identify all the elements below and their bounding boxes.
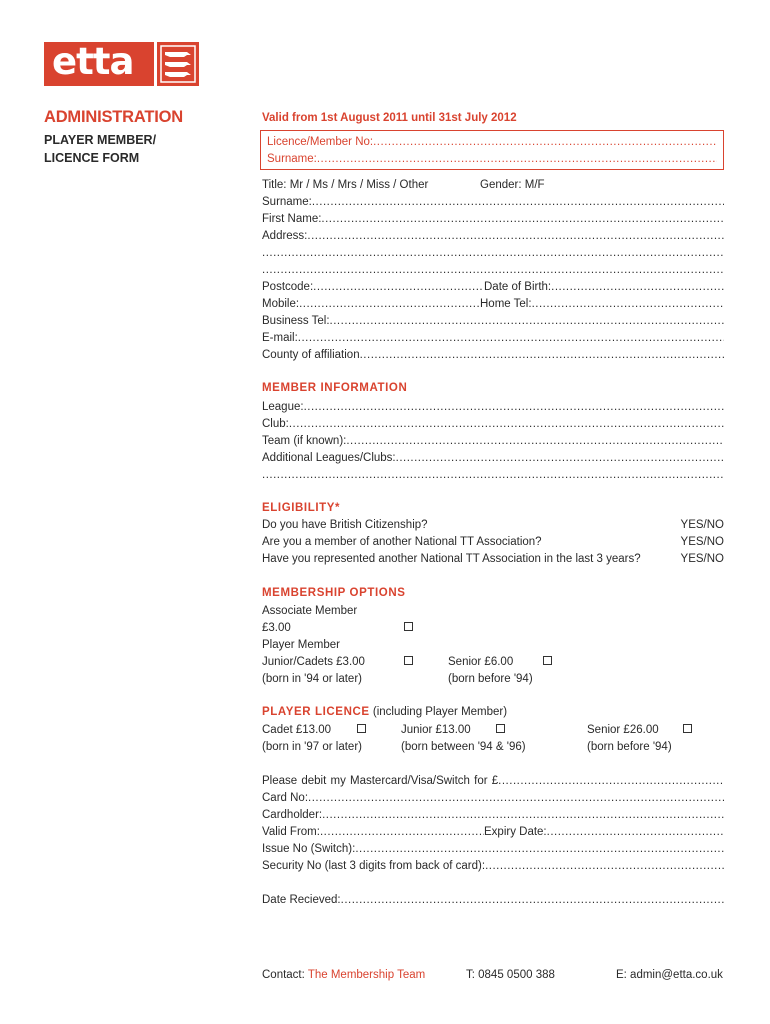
office-surname-field[interactable]: Surname: ..... [267, 151, 717, 168]
junior-licence-label: Junior £13.00 [401, 724, 471, 736]
membership-team-link[interactable]: The Membership Team [307, 969, 426, 981]
senior-licence-checkbox[interactable] [683, 724, 692, 733]
cadet-licence-note: (born in '97 or later) [262, 741, 362, 753]
licence-no-field[interactable]: Licence/Member No: ..... [267, 134, 717, 151]
junior-cadets-label: Junior/Cadets £3.00 [262, 656, 365, 668]
additional-clubs-field[interactable]: Additional Leagues/Clubs: ..... [262, 450, 724, 466]
mobile-home-row [262, 296, 724, 312]
issue-no-field[interactable]: Issue No (Switch): ..... [262, 841, 724, 857]
mobile-field[interactable]: Mobile: ..... [262, 296, 480, 312]
junior-cadets-checkbox[interactable] [404, 656, 413, 665]
other-association-answer[interactable]: YES/NO [680, 536, 724, 548]
citizenship-question: Do you have British Citizenship? YES/NO [262, 519, 724, 531]
associate-checkbox[interactable] [404, 622, 413, 631]
footer-telephone: T: 0845 0500 388 [466, 969, 555, 981]
date-of-birth-field[interactable]: Date of Birth: ..... [484, 279, 724, 295]
footer-email[interactable]: E: admin@etta.co.uk [616, 969, 723, 981]
business-tel-field[interactable]: Business Tel: ..... [262, 313, 724, 329]
junior-licence-checkbox[interactable] [496, 724, 505, 733]
postcode-field[interactable]: Postcode: ..... [262, 279, 484, 295]
gender-options[interactable]: Gender: M/F [480, 179, 545, 191]
postcode-dob-row [262, 279, 724, 295]
club-field[interactable]: Club: ..... [262, 416, 724, 432]
valid-from-field[interactable]: Valid From: ..... [262, 824, 484, 840]
home-tel-field[interactable]: Home Tel: ..... [480, 296, 724, 312]
represented-answer[interactable]: YES/NO [680, 553, 724, 565]
logo-wordmark: etta [44, 42, 154, 86]
cardholder-field[interactable]: Cardholder: ..... [262, 807, 724, 823]
form-subtitle-line1: PLAYER MEMBER/ [44, 133, 157, 147]
senior-member-checkbox[interactable] [543, 656, 552, 665]
player-member-label: Player Member [262, 639, 340, 651]
county-field[interactable]: County of affiliation ..... [262, 347, 724, 363]
additional-clubs-line-2[interactable] [262, 467, 724, 483]
cadet-licence-label: Cadet £13.00 [262, 724, 332, 736]
associate-member-label: Associate Member [262, 605, 358, 617]
senior-licence-note: (born before '94) [587, 741, 672, 753]
senior-member-label: Senior £6.00 [448, 656, 514, 668]
lions-crest-icon [157, 42, 199, 86]
league-field[interactable]: League: ..... [262, 399, 724, 415]
address-field[interactable]: Address: ..... [262, 228, 724, 244]
expiry-date-field[interactable]: Expiry Date: ..... [484, 824, 724, 840]
represented-question: Have you represented another National TT Association in the last 3 years? YES/NO [262, 553, 724, 565]
etta-logo [44, 42, 199, 86]
senior-licence-label: Senior £26.00 [587, 724, 659, 736]
footer-contact: Contact: The Membership Team [262, 969, 426, 981]
senior-member-note: (born before '94) [448, 673, 533, 685]
membership-options-heading: MEMBERSHIP OPTIONS [262, 587, 406, 599]
associate-price: £3.00 [262, 622, 291, 634]
debit-amount-field[interactable]: Please debit my Mastercard/Visa/Switch for £ ..... [262, 773, 724, 789]
player-licence-heading: PLAYER LICENCE (including Player Member) [262, 706, 508, 718]
date-received-field[interactable]: Date Recieved: ..... [262, 892, 724, 908]
junior-cadets-note: (born in '94 or later) [262, 673, 362, 685]
junior-licence-note: (born between '94 & '96) [401, 741, 526, 753]
eligibility-heading: ELIGIBILITY* [262, 502, 341, 514]
security-no-field[interactable]: Security No (last 3 digits from back of card): ..... [262, 858, 724, 874]
email-field[interactable]: E-mail: ..... [262, 330, 724, 346]
member-info-heading: MEMBER INFORMATION [262, 382, 408, 394]
valid-expiry-row [262, 824, 724, 840]
form-subtitle-line2: LICENCE FORM [44, 151, 140, 165]
team-field[interactable]: Team (if known): ..... [262, 433, 724, 449]
address-line-2[interactable] [262, 245, 724, 261]
card-number-field[interactable]: Card No: ..... [262, 790, 724, 806]
first-name-field[interactable]: First Name: ..... [262, 211, 724, 227]
validity-period: Valid from 1st August 2011 until 31st July 2012 [262, 112, 517, 124]
address-line-3[interactable] [262, 262, 724, 278]
citizenship-answer[interactable]: YES/NO [680, 519, 724, 531]
title-row [262, 177, 724, 193]
cadet-licence-checkbox[interactable] [357, 724, 366, 733]
title-options[interactable]: Title: Mr / Ms / Mrs / Miss / Other [262, 179, 429, 191]
surname-field[interactable]: Surname: ..... [262, 194, 724, 210]
form-title-block [44, 108, 183, 167]
office-use-box [260, 130, 724, 170]
administration-heading: ADMINISTRATION [44, 108, 183, 126]
other-association-question: Are you a member of another National TT Association? YES/NO [262, 536, 724, 548]
